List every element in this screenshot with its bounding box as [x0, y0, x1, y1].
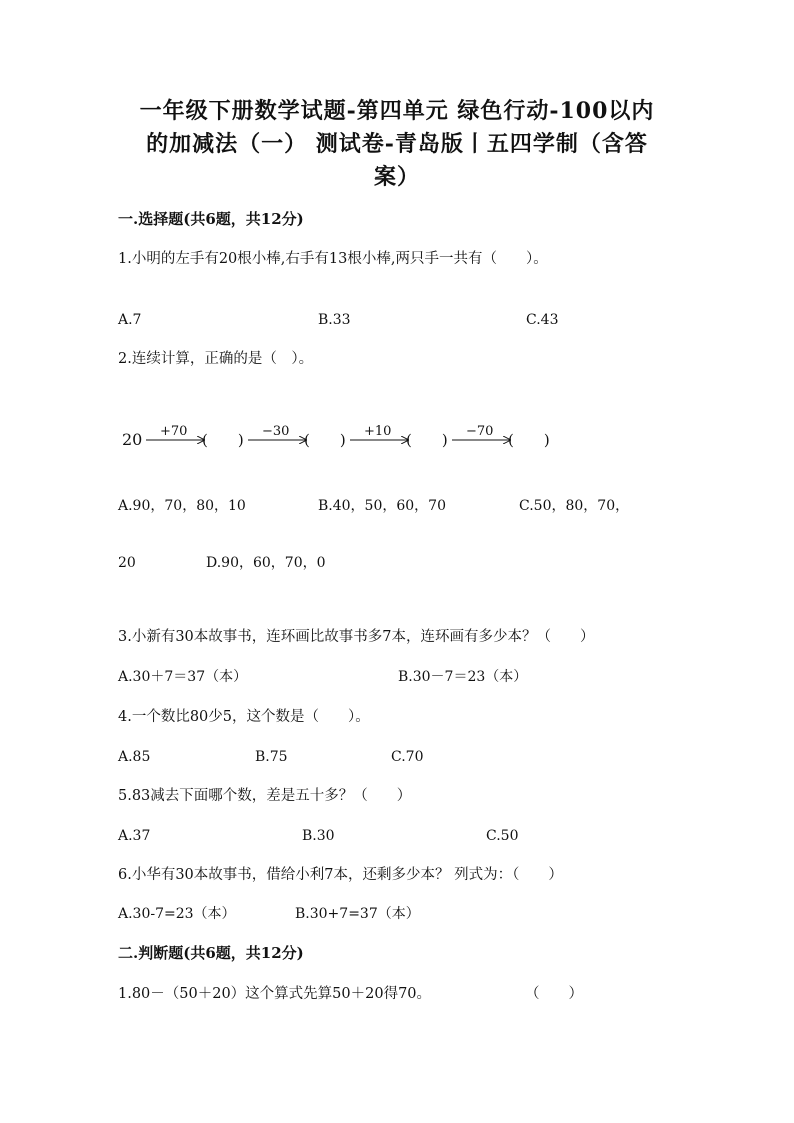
chain-blank-2: ( ) — [304, 431, 346, 449]
question-5-option-c[interactable]: C.50 — [486, 828, 519, 844]
question-3-text: 3.小新有30本故事书，连环画比故事书多7本，连环画有多少本？（ ） — [118, 629, 595, 645]
question-1-text: 1.小明的左手有20根小棒,右手有13根小棒,两只手一共有（ ）。 — [118, 251, 548, 267]
page-title — [120, 95, 674, 194]
judgement-1-answer-blank[interactable]: （ ） — [525, 986, 583, 1002]
question-6-option-a[interactable]: A.30-7=23（本） — [118, 906, 236, 922]
question-2-option-c[interactable]: C.50，80，70， — [519, 498, 630, 514]
question-2-text: 2.连续计算，正确的是（ ）。 — [118, 351, 314, 367]
chain-op-2: −30 — [262, 424, 290, 439]
question-4-text: 4.一个数比80少5，这个数是（ ）。 — [118, 709, 370, 725]
question-4-option-b[interactable]: B.75 — [255, 749, 288, 765]
chain-op-3: +10 — [364, 424, 392, 439]
question-1-option-c[interactable]: C.43 — [526, 312, 559, 328]
judgement-1-text: 1.80－（50＋20）这个算式先算50＋20得70。 — [118, 986, 432, 1002]
chain-blank-3: ( ) — [406, 431, 448, 449]
question-4-option-c[interactable]: C.70 — [391, 749, 424, 765]
question-2-option-a[interactable]: A.90，70，80，10 — [118, 498, 246, 514]
section-heading-multiple-choice: 一.选择题(共6题，共12分) — [118, 210, 304, 228]
title-line-1: 一年级下册数学试题-第四单元 绿色行动-100以内 — [139, 98, 655, 124]
title-line-2: 的加减法（一） 测试卷-青岛版丨五四学制（含答 — [146, 131, 648, 157]
question-4-option-a[interactable]: A.85 — [118, 749, 151, 765]
question-1-option-a[interactable]: A.7 — [118, 312, 142, 328]
question-2-option-d[interactable]: D.90，60，70，0 — [206, 555, 326, 571]
question-3-option-a[interactable]: A.30＋7＝37（本） — [118, 669, 248, 685]
chain-blank-4: ( ) — [508, 431, 550, 449]
question-6-option-b[interactable]: B.30+7=37（本） — [295, 906, 420, 922]
chain-blank-1: ( ) — [202, 431, 244, 449]
question-5-text: 5.83减去下面哪个数，差是五十多？（ ） — [118, 788, 412, 804]
section-heading-true-false: 二.判断题(共6题，共12分) — [118, 944, 304, 962]
calculation-chain-diagram — [118, 418, 578, 458]
chain-op-4: −70 — [466, 424, 494, 439]
question-2-option-c-continued: 20 — [118, 555, 136, 571]
chain-start-number: 20 — [122, 430, 143, 449]
chain-op-1: +70 — [160, 424, 188, 439]
question-3-option-b[interactable]: B.30－7＝23（本） — [398, 669, 528, 685]
question-6-text: 6.小华有30本故事书，借给小利7本，还剩多少本？ 列式为：（ ） — [118, 867, 563, 883]
title-line-3: 案） — [373, 164, 420, 190]
question-2-option-b[interactable]: B.40，50，60，70 — [318, 498, 446, 514]
question-1-option-b[interactable]: B.33 — [318, 312, 351, 328]
question-5-option-a[interactable]: A.37 — [118, 828, 151, 844]
question-5-option-b[interactable]: B.30 — [302, 828, 335, 844]
calculation-chain — [118, 418, 578, 458]
